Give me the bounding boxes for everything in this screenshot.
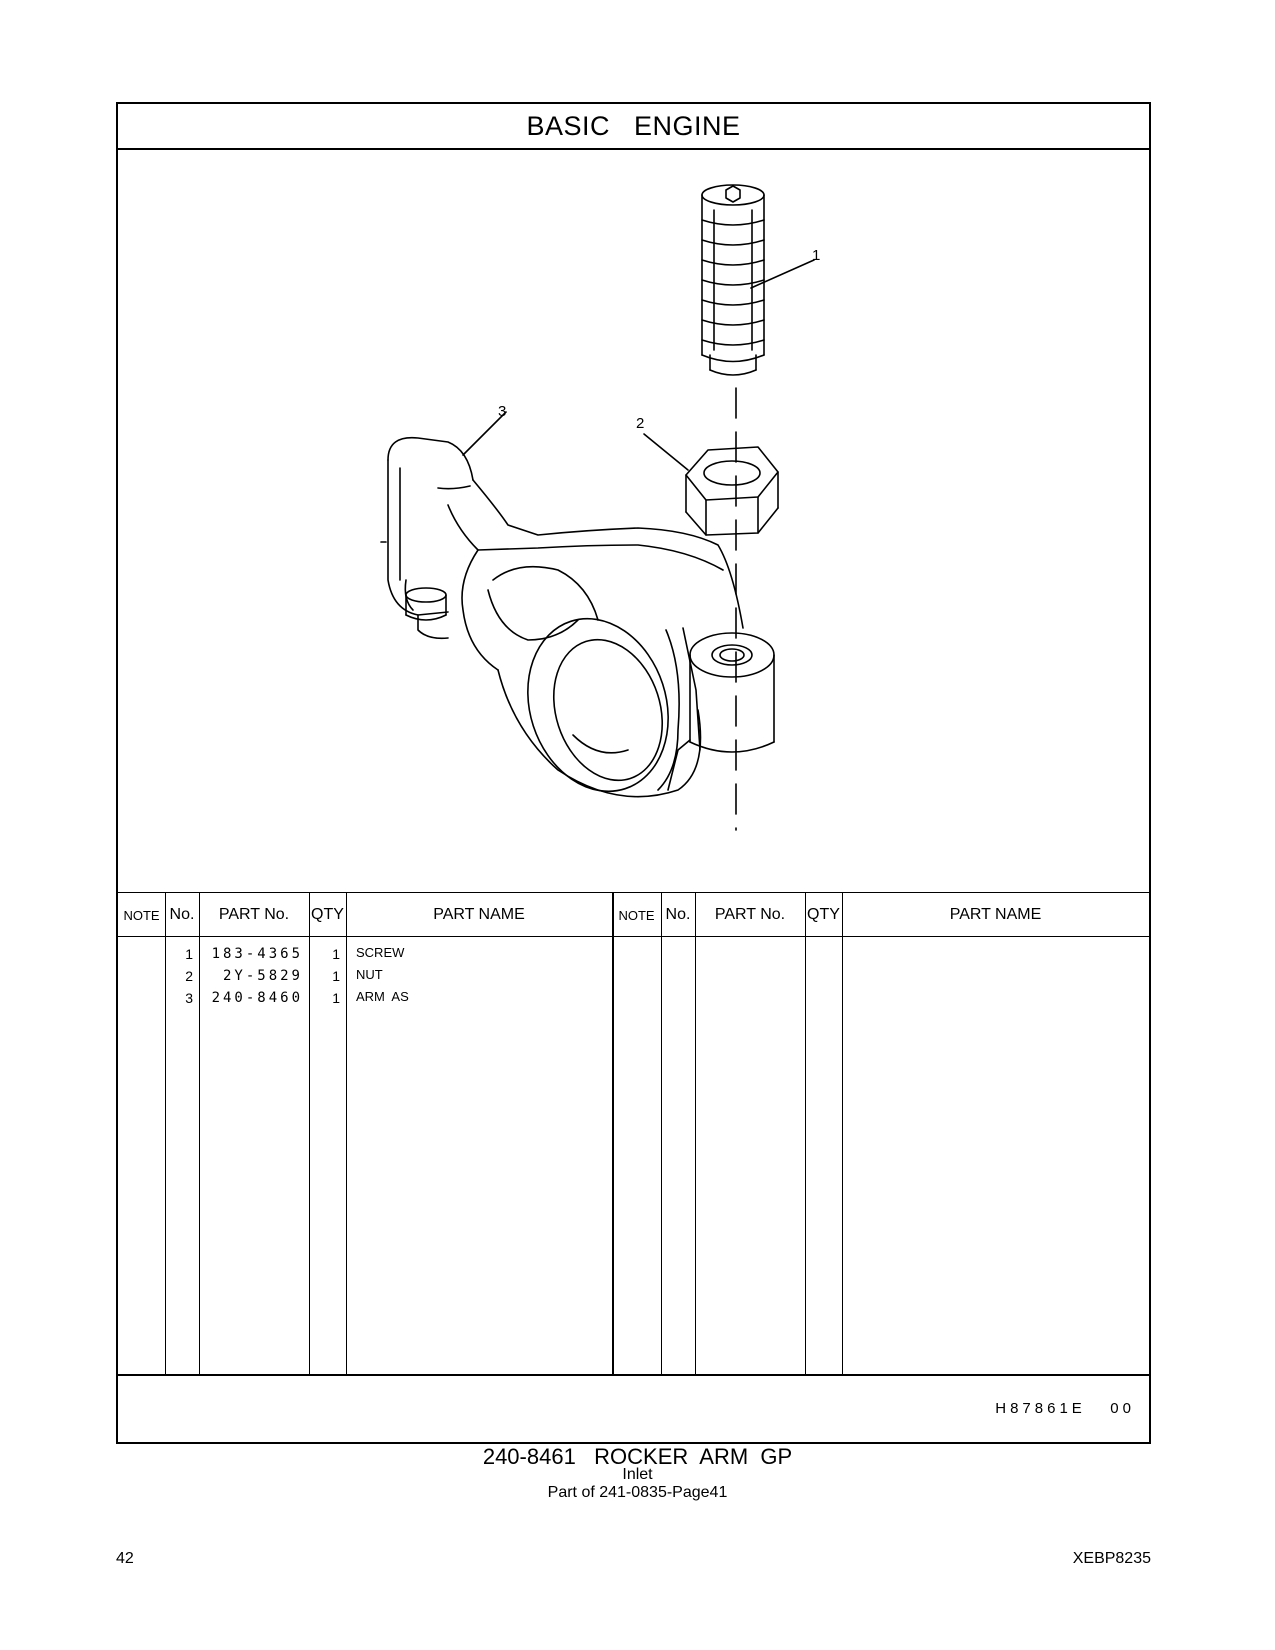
header-note-left: NOTE <box>123 907 160 923</box>
table-row-1-name: SCREW <box>356 945 405 960</box>
parts-page-frame <box>116 102 1151 1444</box>
callout-2: 2 <box>636 415 645 432</box>
table-row-2-no: 2 <box>185 968 193 984</box>
exploded-view-illustration <box>118 150 1149 892</box>
group-title: 240-8461 ROCKER ARM GP <box>482 1444 793 1469</box>
table-row-2-name: NUT <box>356 967 383 982</box>
part-of-reference: Part of 241-0835-Page41 <box>547 1484 728 1501</box>
section-title: BASIC ENGINE <box>118 104 1149 150</box>
nut-drawing <box>686 447 778 535</box>
parts-table <box>118 892 1149 1376</box>
header-part-name-left: PART NAME <box>433 906 525 923</box>
table-row-3-name: ARM AS <box>356 989 409 1004</box>
document-id: XEBP8235 <box>1072 1550 1151 1567</box>
table-row-2-part-no: 2Y-5829 <box>222 968 303 984</box>
table-row-1-qty: 1 <box>332 946 340 962</box>
header-qty-left: QTY <box>311 906 344 923</box>
table-row-3-no: 3 <box>185 990 193 1006</box>
leader-line-2 <box>644 434 688 470</box>
table-row-1-part-no: 183-4365 <box>211 946 303 962</box>
header-no-left: No. <box>169 906 195 923</box>
rocker-arm-body-drawing <box>381 438 774 810</box>
header-qty-right: QTY <box>807 906 840 923</box>
table-row-3-qty: 1 <box>332 990 340 1006</box>
illustration-code: H87861E 00 <box>995 1400 1135 1417</box>
table-row-1-no: 1 <box>185 946 193 962</box>
rocker-arm-drawing <box>118 150 1149 892</box>
callout-3: 3 <box>498 403 507 420</box>
table-row-3-part-no: 240-8460 <box>211 990 303 1006</box>
header-part-no-left: PART No. <box>218 906 290 923</box>
table-row-2-qty: 1 <box>332 968 340 984</box>
group-subtitle: Inlet <box>622 1466 653 1483</box>
leader-line-1 <box>751 260 814 288</box>
header-note-right: NOTE <box>618 907 655 923</box>
page-number: 42 <box>116 1550 134 1567</box>
screw-drawing <box>702 185 764 375</box>
header-no-right: No. <box>665 906 691 923</box>
header-part-no-right: PART No. <box>714 906 786 923</box>
callout-1: 1 <box>812 247 821 264</box>
header-part-name-right: PART NAME <box>949 906 1042 923</box>
